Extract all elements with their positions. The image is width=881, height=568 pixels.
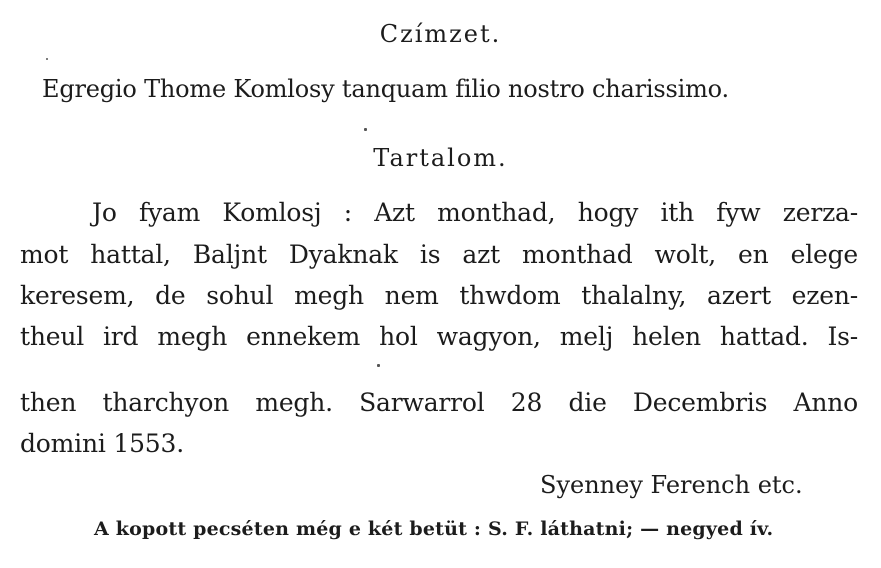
ink-speck xyxy=(377,364,380,367)
letter-line-2: mot hattal, Baljnt Dyaknak is azt monthad wolt, en elege xyxy=(20,240,858,269)
letter-line-5: then tharchyon megh. Sarwarrol 28 die Decembris Anno xyxy=(20,388,858,417)
letter-line-3: keresem, de sohul megh nem thwdom thalalny, azert ezen- xyxy=(20,281,858,310)
ink-speck xyxy=(46,58,48,60)
czimzet-heading: Czímzet. xyxy=(379,20,502,48)
signature: Syenney Ferench etc. xyxy=(540,471,803,499)
letter-line-1: Jo fyam Komlosj : Azt monthad, hogy ith fyw zerza- xyxy=(92,198,858,227)
ink-speck xyxy=(364,128,367,131)
address-line: Egregio Thome Komlosy tanquam filio nostro charissimo. xyxy=(42,75,729,103)
letter-line-6: domini 1553. xyxy=(20,429,184,458)
letter-line-4: theul ird megh ennekem hol wagyon, melj helen hattad. Is- xyxy=(20,322,858,351)
tartalom-heading: Tartalom. xyxy=(373,144,508,172)
seal-note: A kopott pecséten még e két betüt : S. F. láthatni; — negyed ív. xyxy=(94,518,774,540)
